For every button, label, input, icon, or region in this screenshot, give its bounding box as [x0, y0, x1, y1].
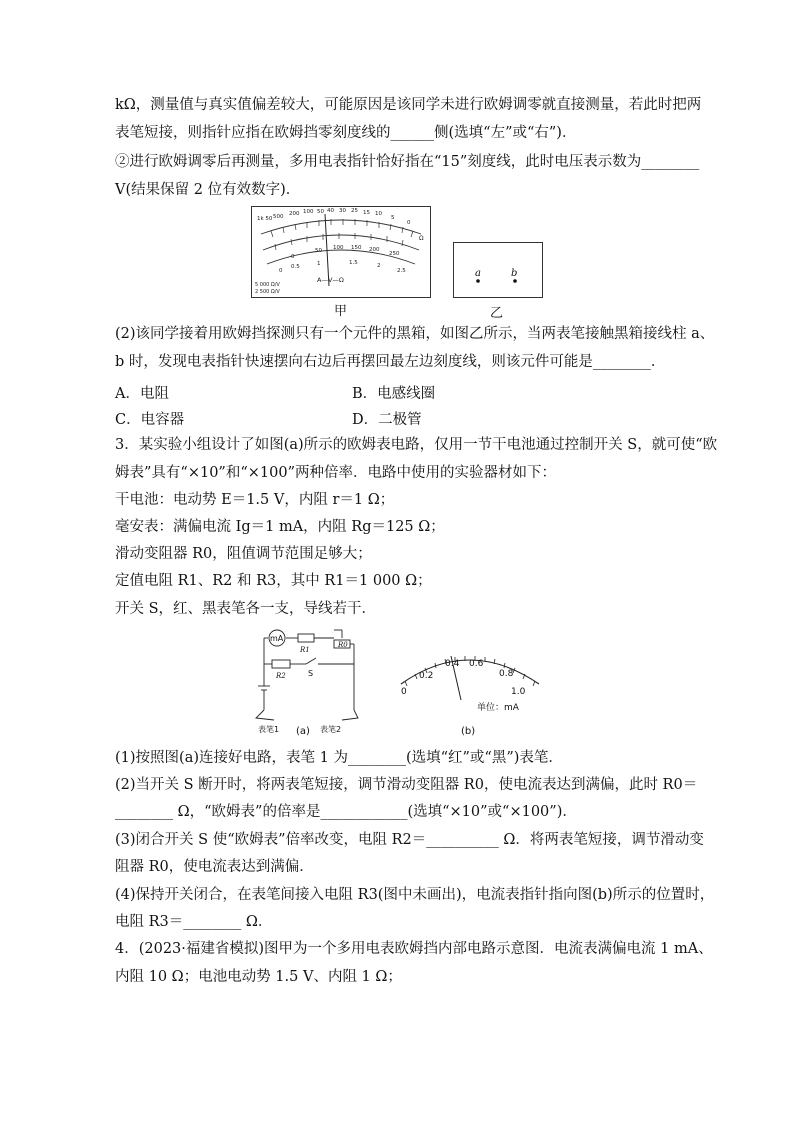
figure-meter-dial-b — [393, 640, 548, 715]
text-line: 干电池：电动势 E＝1.5 V，内阻 r＝1 Ω； — [115, 492, 395, 508]
tick-label: 50 — [315, 248, 322, 254]
figure-circuit-a — [250, 628, 360, 738]
text-line: 阻器 R0，使电流表达到满偏． — [115, 859, 314, 875]
text-line: 毫安表：满偏电流 Ig＝1 mA，内阻 Rg＝125 Ω； — [115, 519, 445, 535]
probe1-label: 表笔1 — [258, 725, 280, 734]
tick-label: 25 — [351, 208, 358, 214]
text-line: ________ Ω，“欧姆表”的倍率是____________(选填“×10”或“×100”)． — [115, 804, 577, 820]
figure-caption: 乙 — [490, 306, 504, 321]
text-line: V(结果保留 2 位有效数字)． — [115, 182, 301, 198]
milliammeter-label: mA — [270, 634, 284, 643]
figure-caption: (b) — [461, 726, 476, 737]
text-line: 表笔短接，则指针应指在欧姆挡零刻度线的______侧(选填“左”或“右”)． — [115, 125, 577, 141]
text-line: (4)保持开关闭合，在表笔间接入电阻 R3(图中未画出)，电流表指针指向图(b)所示的位置时， — [115, 887, 715, 903]
tick-label: 200 — [289, 211, 300, 217]
option-b: B．电感线圈 — [352, 386, 436, 402]
figure-caption: 甲 — [334, 304, 348, 319]
text-line: 内阻 10 Ω；电池电动势 1.5 V、内阻 1 Ω； — [115, 969, 402, 985]
multimeter-scale-drawing — [251, 206, 431, 298]
tick-label: 100 — [333, 245, 344, 251]
text-line: (2)该同学接着用欧姆挡探测只有一个元件的黑箱，如图乙所示，当两表笔接触黑箱接线柱 a、 — [115, 326, 715, 342]
dial-tick-label: 0.4 — [445, 659, 460, 669]
unit-label: Ω — [419, 235, 424, 242]
sensitivity-label: 2 500 Ω/V — [255, 289, 280, 295]
tick-label: 1.5 — [349, 260, 358, 266]
dial-tick-label: 0 — [401, 687, 407, 697]
text-line: 姆表”具有“×10”和“×100”两种倍率．电路中使用的实验器材如下： — [115, 465, 556, 481]
terminal-b-dot — [513, 279, 517, 283]
tick-label: 40 — [327, 208, 334, 214]
tick-label: 200 — [369, 247, 380, 253]
text-line: 开关 S，红、黑表笔各一支，导线若干． — [115, 601, 377, 617]
dial-tick-label: 1.0 — [511, 687, 526, 697]
dial-tick-label: 0.6 — [469, 659, 484, 669]
option-a: A．电阻 — [115, 386, 169, 402]
text-line: kΩ，测量值与真实值偏差较大，可能原因是该同学未进行欧姆调零就直接测量，若此时把两 — [115, 97, 702, 113]
r0-label: R0 — [338, 641, 348, 649]
tick-label: 50 — [317, 209, 324, 215]
tick-label: 0 — [407, 220, 411, 226]
tick-label: 0 — [291, 254, 295, 260]
tick-label: 15 — [363, 210, 370, 216]
dial-unit-label: 单位：mA — [477, 703, 519, 713]
probe2-label: 表笔2 — [320, 725, 342, 734]
tick-label: 10 — [375, 211, 382, 217]
tick-label: 500 — [273, 214, 284, 220]
figure-multimeter-scale — [251, 206, 431, 298]
text-line: 4．(2023·福建省模拟)图甲为一个多用电表欧姆挡内部电路示意图．电流表满偏电流 1 mA、 — [115, 941, 713, 957]
text-line: 滑动变阻器 R0，阻值调节范围足够大； — [115, 546, 372, 562]
text-line: 电阻 R3＝________ Ω． — [115, 914, 273, 930]
figure-caption: (a) — [296, 726, 310, 737]
tick-label: 250 — [389, 251, 400, 257]
center-label: A—V—Ω — [317, 276, 344, 284]
tick-label: 1 — [317, 261, 321, 267]
text-line: (3)闭合开关 S 使“欧姆表”倍率改变，电阻 R2＝__________ Ω．将两表笔短接，调节滑动变 — [115, 832, 704, 848]
option-d: D．二极管 — [352, 412, 422, 428]
terminal-b-label: b — [511, 268, 518, 279]
tick-label: 5 — [391, 215, 395, 221]
tick-label: 150 — [351, 245, 362, 251]
terminal-a-dot — [476, 279, 480, 283]
tick-label: 0 — [279, 268, 283, 274]
dial-tick-label: 0.2 — [419, 671, 434, 681]
text-line: b 时，发现电表指针快速摆向右边后再摆回最左边刻度线，则该元件可能是________． — [115, 354, 666, 370]
r1-label: R1 — [300, 646, 310, 654]
text-line: (2)当开关 S 断开时，将两表笔短接，调节滑动变阻器 R0，使电流表达到满偏，此时 R0＝ — [115, 777, 698, 793]
text-line: 定值电阻 R1、R2 和 R3，其中 R1＝1 000 Ω； — [115, 573, 432, 589]
tick-label: 100 — [303, 209, 314, 215]
option-c: C．电容器 — [115, 412, 185, 428]
r2-label: R2 — [276, 672, 286, 680]
text-line: ②进行欧姆调零后再测量，多用电表指针恰好指在“15”刻度线，此时电压表示数为________ — [115, 154, 700, 170]
text-line: (1)按照图(a)连接好电路，表笔 1 为________(选填“红”或“黑”)表笔． — [115, 750, 563, 766]
tick-label: 0.5 — [291, 264, 300, 270]
dial-tick-label: 0.8 — [499, 669, 514, 679]
figure-black-box — [453, 242, 543, 298]
terminal-a-label: a — [475, 268, 481, 279]
corner-label: 1k 50 — [257, 216, 273, 222]
text-line: 3．某实验小组设计了如图(a)所示的欧姆表电路，仅用一节干电池通过控制开关 S，就可使“欧 — [115, 437, 718, 453]
switch-label: S — [308, 669, 314, 678]
tick-label: 2 — [377, 263, 381, 269]
sensitivity-label: 5 000 Ω/V — [255, 282, 280, 288]
tick-label: 2.5 — [397, 268, 406, 274]
tick-label: 30 — [339, 208, 346, 214]
